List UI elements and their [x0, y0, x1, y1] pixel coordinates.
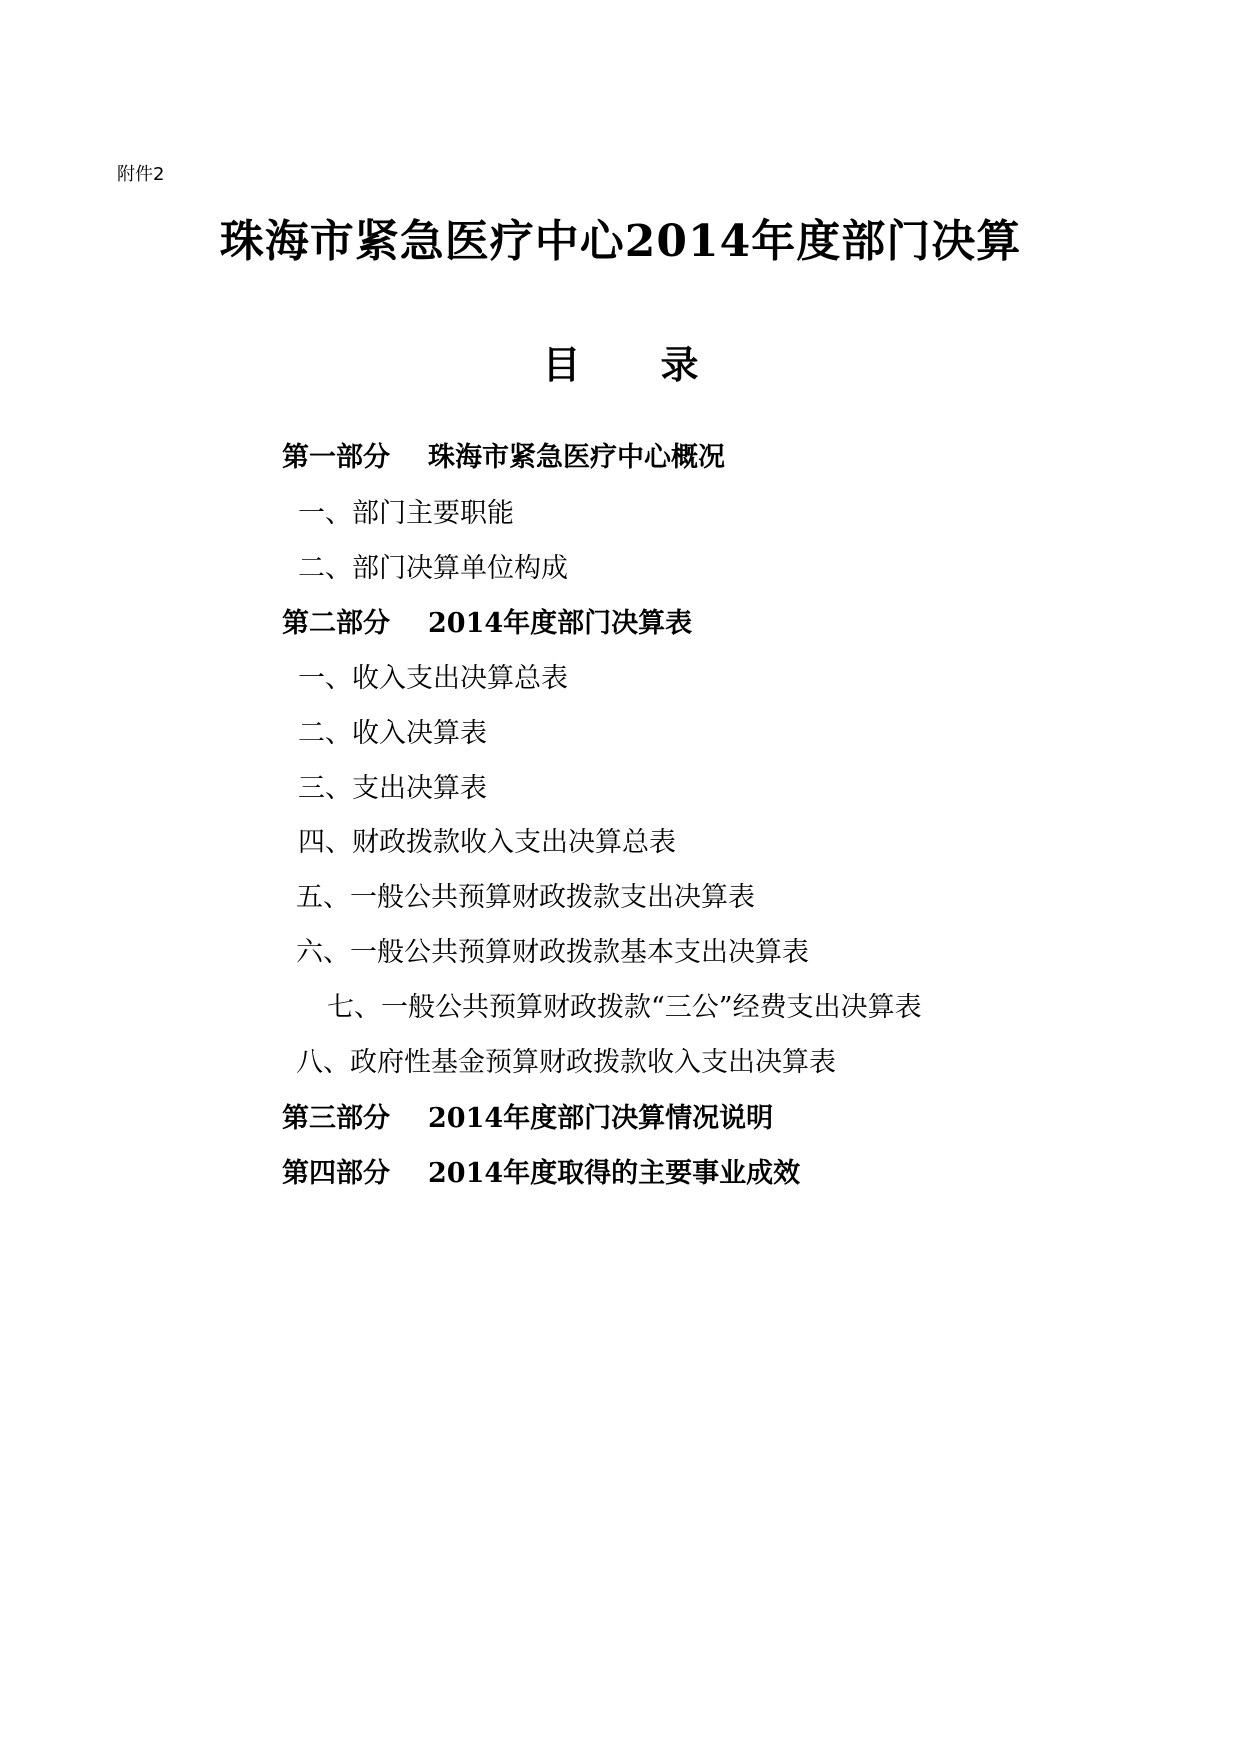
toc-part-4-title: 2014年度取得的主要事业成效 — [428, 1158, 801, 1189]
toc-item[interactable]: 五、一般公共预算财政拨款支出决算表 — [296, 882, 755, 913]
toc-part-2-title: 2014年度部门决算表 — [428, 608, 693, 639]
toc-heading-right: 录 — [660, 342, 699, 387]
toc-part-1[interactable] — [282, 441, 725, 475]
toc-part-3[interactable] — [282, 1102, 773, 1136]
toc-part-1-title: 珠海市紧急医疗中心概况 — [428, 442, 725, 473]
attachment-label: 附件2 — [117, 164, 165, 185]
toc-item[interactable]: 三、支出决算表 — [298, 773, 487, 804]
toc-heading — [0, 340, 1241, 390]
toc-part-3-label: 第三部分 — [282, 1103, 390, 1134]
toc-item[interactable]: 二、收入决算表 — [298, 718, 487, 749]
toc-part-2[interactable] — [282, 607, 692, 641]
toc-heading-left: 目 — [542, 342, 581, 387]
toc-part-3-title: 2014年度部门决算情况说明 — [428, 1103, 774, 1134]
toc-part-4[interactable] — [282, 1157, 800, 1191]
toc-item[interactable]: 四、财政拨款收入支出决算总表 — [298, 827, 676, 858]
toc-part-1-label: 第一部分 — [282, 442, 390, 473]
document-title: 珠海市紧急医疗中心2014年度部门决算 — [219, 216, 1022, 267]
toc-item[interactable]: 六、一般公共预算财政拨款基本支出决算表 — [296, 937, 809, 968]
toc-item[interactable]: 八、政府性基金预算财政拨款收入支出决算表 — [296, 1047, 836, 1078]
toc-item[interactable]: 一、收入支出决算总表 — [298, 663, 568, 694]
toc-item[interactable]: 七、一般公共预算财政拨款“三公”经费支出决算表 — [327, 992, 922, 1023]
toc-part-4-label: 第四部分 — [282, 1158, 390, 1189]
toc-part-2-label: 第二部分 — [282, 608, 390, 639]
toc-item[interactable]: 一、部门主要职能 — [298, 498, 514, 529]
toc-item[interactable]: 二、部门决算单位构成 — [298, 553, 568, 584]
